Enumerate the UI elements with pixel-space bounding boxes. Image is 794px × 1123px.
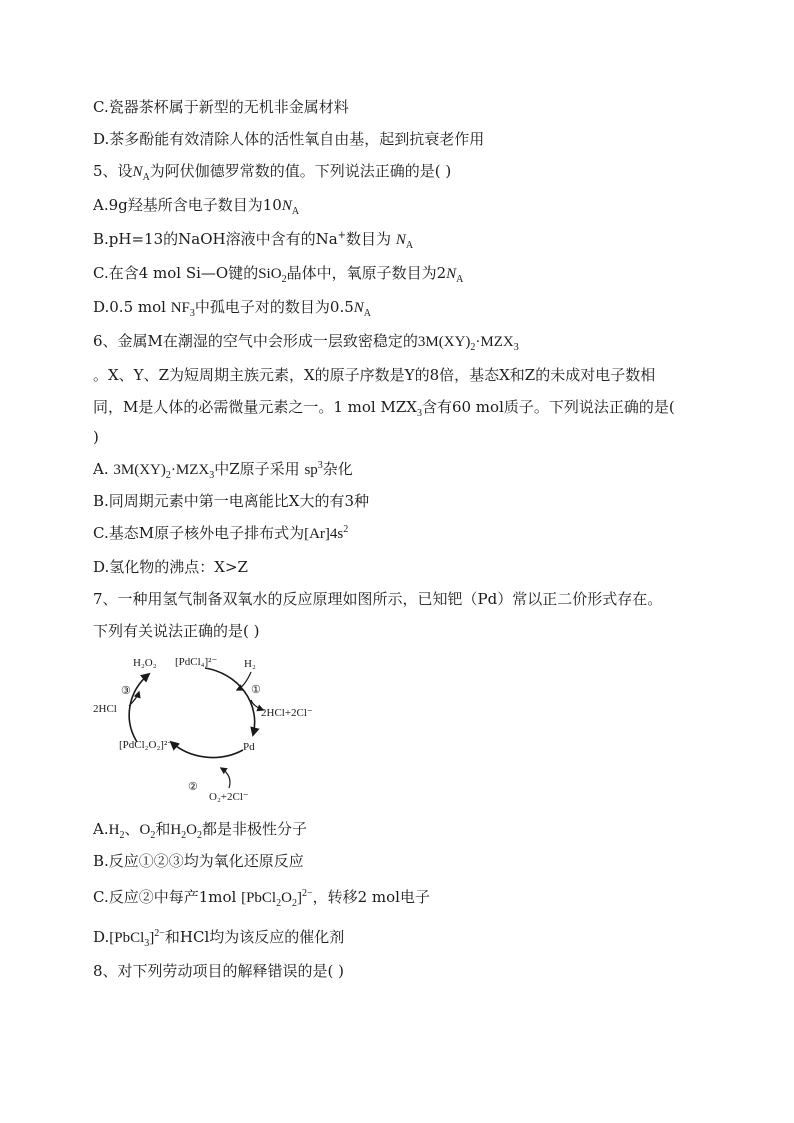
label-step-2: ② — [188, 781, 198, 793]
label-hcl-left: 2HCl — [93, 703, 117, 715]
q6-option-b: B.同周期元素中第一电离能比X大的有3种 — [93, 492, 370, 510]
q6-option-d: D.氢化物的沸点：X>Z — [93, 558, 248, 576]
q6-stem-line3: 同，M是人体的必需微量元素之一。1 mol $MZX_3$含有60 mol质子。下列说法正确的是( — [93, 398, 675, 419]
cycle-arc-3 — [129, 674, 149, 742]
q7-option-a: $A.H_2$、$O_2$和$H_2O_2$都是非极性分子 — [93, 820, 308, 841]
q7-stem-line1: 7、一种用氢气制备双氧水的反应原理如图所示，已知钯（Pd）常以正二价形式存在。 — [93, 590, 663, 608]
label-hcl-right: 2HCl+2Cl⁻ — [261, 707, 313, 719]
label-h2o2: H₂O₂ — [133, 657, 157, 669]
q7-option-b: B.反应①②③均为氧化还原反应 — [93, 852, 304, 870]
q5-option-d: D.0.5 mol $NF_3$中孤电子对的数目为$0.5N_A$ — [93, 298, 372, 319]
q5-option-b: B.pH=13的NaOH溶液中含有的Na+数目为 $N_A$ — [93, 230, 414, 251]
q7-option-c: C.反应②中每产1mol $[PbCl_2O_2]^{2-}$，转移2 mol电子 — [93, 888, 430, 909]
label-h2: H₂ — [244, 658, 256, 670]
cycle-arc-1 — [205, 668, 255, 735]
label-step-1: ① — [251, 684, 261, 696]
q6-stem-line2: 。X、Y、Z为短周期主族元素，X的原子序数是Y的8倍，基态X和Z的未成对电子数相 — [93, 366, 656, 384]
q5-option-a: A.9g羟基所含电子数目为$10N_A$ — [93, 196, 300, 217]
q5-option-c: C.在含4 mol Si—O键的SiO$_2$晶体中，氧原子数目为$2N_A$ — [93, 264, 464, 285]
q8-stem: 8、对下列劳动项目的解释错误的是( ) — [93, 962, 345, 980]
label-pdcl2o2: [PdCl₂O₂]²⁻ — [119, 739, 174, 751]
label-pdcl4: [PdCl₄]²⁻ — [175, 656, 218, 668]
q4-option-d: D.茶多酚能有效清除人体的活性氧自由基，起到抗衰老作用 — [93, 130, 485, 148]
q6-option-c: C.基态M原子核外电子排布式为$[Ar]4s^2$ — [93, 524, 349, 542]
cycle-arc-2 — [171, 742, 243, 758]
o2-in-arrow — [221, 768, 230, 788]
q5-stem: 5、设$N_A$为阿伏伽德罗常数的值。下列说法正确的是( ) — [93, 162, 452, 183]
q6-option-a: A. $3M(XY)_2\cdot MZX_3$中Z原子采用 $sp^3$杂化 — [93, 460, 353, 481]
h2-in-arrow — [237, 672, 251, 690]
q6-stem-line4: ) — [93, 428, 99, 446]
q7-stem-line2: 下列有关说法正确的是( ) — [93, 622, 260, 640]
label-pd: Pd — [243, 741, 255, 753]
reaction-cycle-diagram — [93, 650, 343, 810]
q6-stem-line1: 6、金属M在潮湿的空气中会形成一层致密稳定的$3M(XY)_2\cdot MZX_3$ — [93, 332, 519, 353]
label-step-3: ③ — [121, 685, 131, 697]
q4-option-c: C.瓷器茶杯属于新型的无机非金属材料 — [93, 98, 349, 116]
q7-option-d: D.[PbCl$_3$]$^{2-}$和HCl均为该反应的催化剂 — [93, 928, 345, 949]
label-o2cl: O₂+2Cl⁻ — [209, 791, 249, 803]
